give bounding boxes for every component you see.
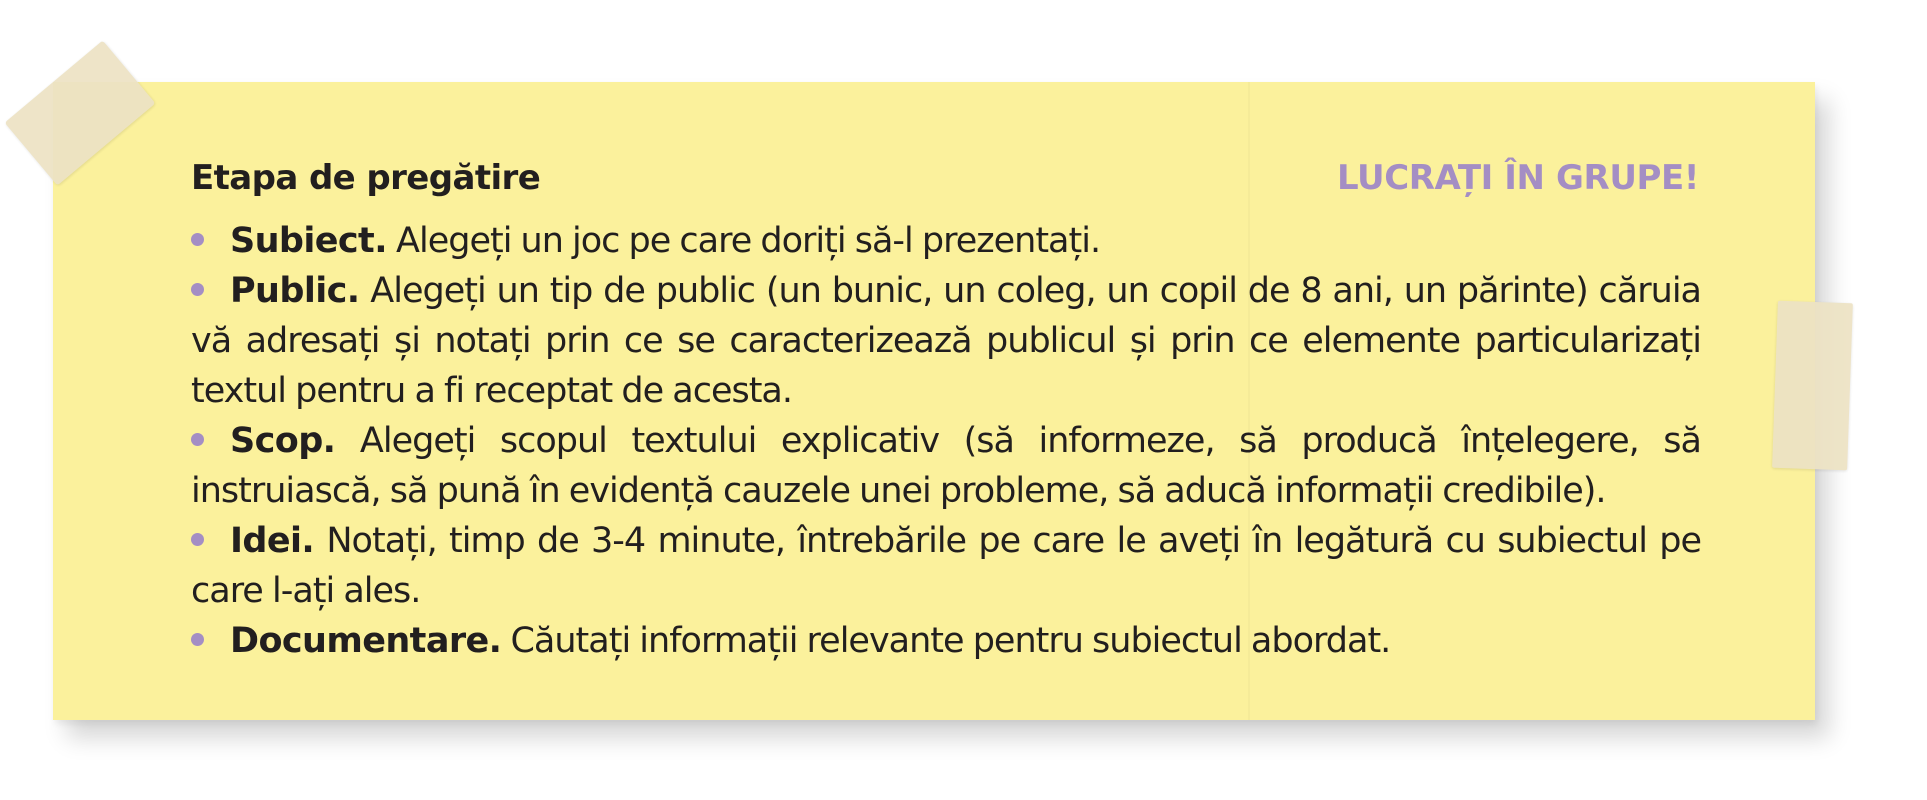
list-item-idei [191, 516, 1701, 616]
bullet-icon [191, 283, 204, 296]
instruction-list [191, 216, 1701, 666]
list-item-scop [191, 416, 1701, 516]
list-item-documentare [191, 616, 1701, 666]
item-text: Căutați informații relevante pentru subiectul abordat. [510, 621, 1391, 661]
item-text: Notați, timp de 3-4 minute, întrebările pe care le aveți în legătură cu subiectul pe care l-ați ales. [191, 521, 1701, 611]
item-term: Public. [230, 271, 360, 311]
bullet-icon [191, 233, 204, 246]
item-term: Subiect. [230, 221, 387, 261]
group-work-callout: LUCRAȚI ÎN GRUPE! [1336, 158, 1699, 198]
item-text: Alegeți scopul textului explicativ (să informeze, să producă înțelegere, să instruiască, să pună în evidență cauzele unei probleme, să aducă informații credibile). [191, 421, 1701, 511]
tape-strip-right [1772, 301, 1853, 471]
list-item-public [191, 266, 1701, 416]
section-title: Etapa de pregătire [191, 158, 541, 198]
bullet-icon [191, 433, 204, 446]
bullet-icon [191, 533, 204, 546]
bullet-icon [191, 633, 204, 646]
item-term: Idei. [230, 521, 315, 561]
item-text: Alegeți un joc pe care doriți să-l prezentați. [396, 221, 1101, 261]
item-text: Alegeți un tip de public (un bunic, un coleg, un copil de 8 ani, un părinte) căruia vă adresați și notați prin ce se caracterizează publicul și prin ce elemente particularizați textul pentru a fi receptat de acesta. [191, 271, 1701, 411]
list-item-subiect [191, 216, 1701, 266]
item-term: Scop. [230, 421, 336, 461]
item-term: Documentare. [230, 621, 502, 661]
